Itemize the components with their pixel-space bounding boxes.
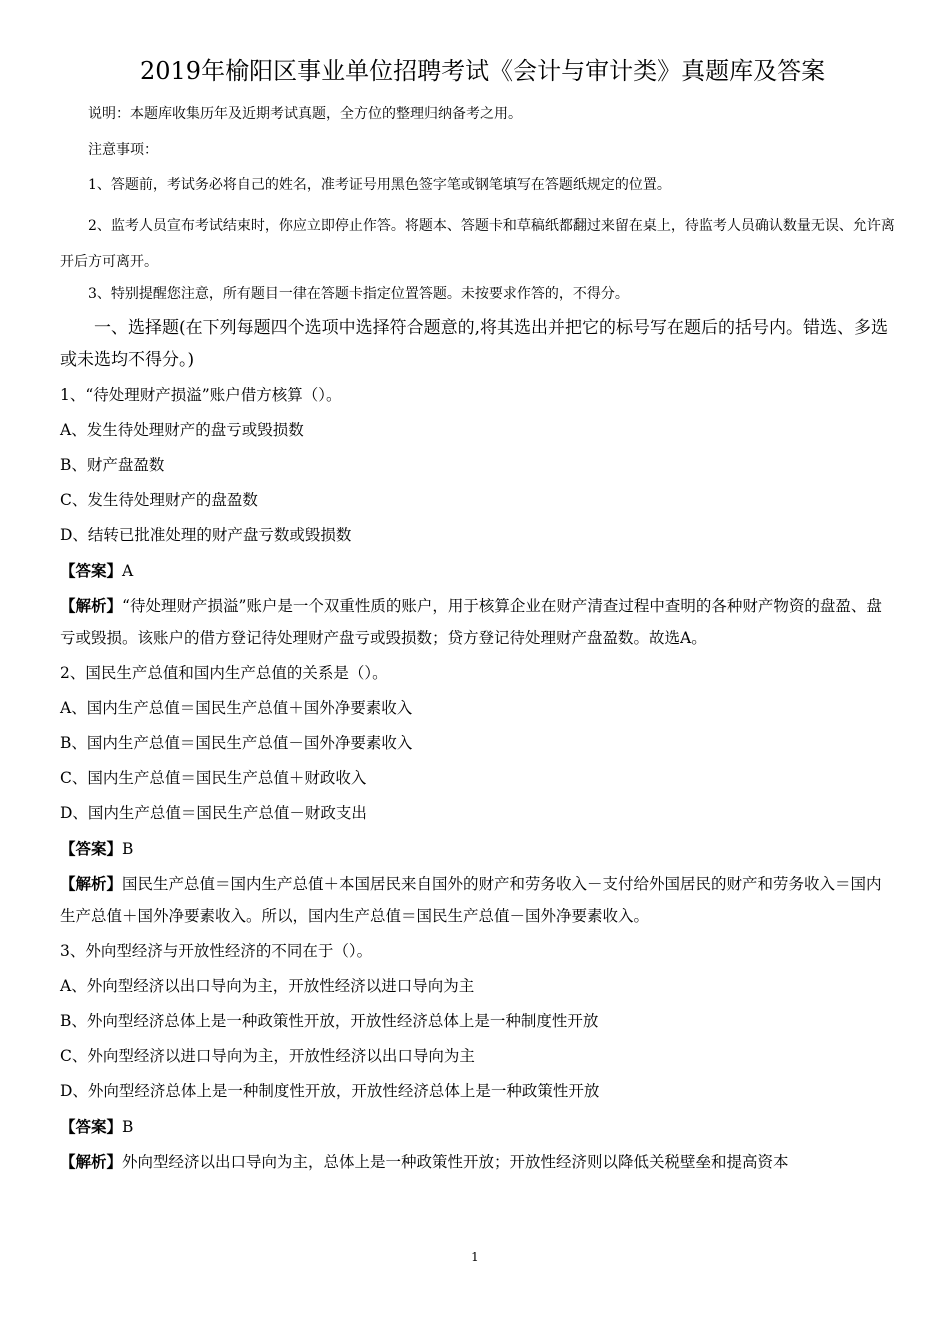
question-option: C、国内生产总值＝国民生产总值＋财政收入: [60, 769, 367, 787]
analysis-paragraph: [60, 1146, 895, 1178]
intro-description-block: [60, 104, 900, 124]
question-option: D、结转已批准处理的财产盘亏数或毁损数: [60, 526, 352, 544]
analysis-label: 【解析】: [60, 874, 123, 893]
question-option: C、发生待处理财产的盘盈数: [60, 491, 258, 509]
question-stem: 1、“待处理财产损溢”账户借方核算（）。: [60, 386, 342, 404]
answer-value: A: [122, 562, 134, 580]
answer-label: 【答案】: [60, 561, 123, 580]
answer-line: [60, 553, 895, 588]
analysis-paragraph: [60, 868, 895, 932]
question-option: A、国内生产总值＝国民生产总值＋国外净要素收入: [60, 699, 413, 717]
notice-2-block: [60, 208, 900, 280]
question-option: B、外向型经济总体上是一种政策性开放，开放性经济总体上是一种制度性开放: [60, 1012, 599, 1030]
answer-line: [60, 831, 895, 866]
intro-description: 说明：本题库收集历年及近期考试真题，全方位的整理归纳备考之用。: [88, 106, 522, 122]
question-option: D、国内生产总值＝国民生产总值－财政支出: [60, 804, 367, 822]
question-option: B、财产盘盈数: [60, 456, 165, 474]
notice-heading: 注意事项：: [88, 142, 158, 158]
analysis-paragraph: [60, 590, 895, 654]
section-heading: 一、选择题(在下列每题四个选项中选择符合题意的,将其选出并把它的标号写在题后的括号内。错选、多选或未选均不得分。): [60, 318, 889, 370]
question-option: B、国内生产总值＝国民生产总值－国外净要素收入: [60, 734, 413, 752]
question-list: [60, 378, 895, 1180]
page-number: 1: [471, 1250, 479, 1264]
notice-3-block: [60, 284, 900, 304]
answer-label: 【答案】: [60, 839, 123, 858]
answer-value: B: [122, 840, 134, 858]
question-2: [60, 656, 895, 932]
question-option: A、外向型经济以出口导向为主，开放性经济以进口导向为主: [60, 977, 475, 995]
answer-value: B: [122, 1118, 134, 1136]
question-3: [60, 934, 895, 1178]
analysis-text: 外向型经济以出口导向为主，总体上是一种政策性开放；开放性经济则以降低关税壁垒和提高资本: [122, 1153, 789, 1171]
question-1: [60, 378, 895, 654]
notice-item-2: 2、监考人员宣布考试结束时，你应立即停止作答。将题本、答题卡和草稿纸都翻过来留在桌上，待监考人员确认数量无误、允许离开后方可离开。: [60, 218, 895, 270]
analysis-label: 【解析】: [60, 596, 123, 615]
answer-label: 【答案】: [60, 1117, 123, 1136]
analysis-label: 【解析】: [60, 1152, 123, 1171]
document-title: 2019年榆阳区事业单位招聘考试《会计与审计类》真题库及答案: [140, 57, 826, 85]
question-option: C、外向型经济以进口导向为主，开放性经济以出口导向为主: [60, 1047, 475, 1065]
answer-line: [60, 1109, 895, 1144]
question-option: D、外向型经济总体上是一种制度性开放，开放性经济总体上是一种政策性开放: [60, 1082, 600, 1100]
question-stem: 3、外向型经济与开放性经济的不同在于（）。: [60, 942, 373, 960]
notice-item-3: 3、特别提醒您注意，所有题目一律在答题卡指定位置答题。未按要求作答的，不得分。: [88, 286, 629, 302]
question-stem: 2、国民生产总值和国内生产总值的关系是（）。: [60, 664, 388, 682]
analysis-text: 国民生产总值＝国内生产总值＋本国居民来自国外的财产和劳务收入－支付给外国居民的财产和劳务收入＝国内生产总值＋国外净要素收入。所以，国内生产总值＝国民生产总值－国外净要素收入。: [60, 875, 882, 925]
notice-1-block: [60, 175, 900, 195]
question-option: A、发生待处理财产的盘亏或毁损数: [60, 421, 304, 439]
notice-item-1: 1、答题前，考试务必将自己的姓名，准考证号用黑色签字笔或钢笔填写在答题纸规定的位置。: [88, 177, 671, 193]
analysis-text: “待处理财产损溢”账户是一个双重性质的账户，用于核算企业在财产清查过程中查明的各种财产物资的盘盈、盘亏或毁损。该账户的借方登记待处理财产盘亏或毁损数；贷方登记待处理财产盘盈数。故选A。: [60, 597, 882, 647]
notice-heading-block: [60, 140, 900, 160]
